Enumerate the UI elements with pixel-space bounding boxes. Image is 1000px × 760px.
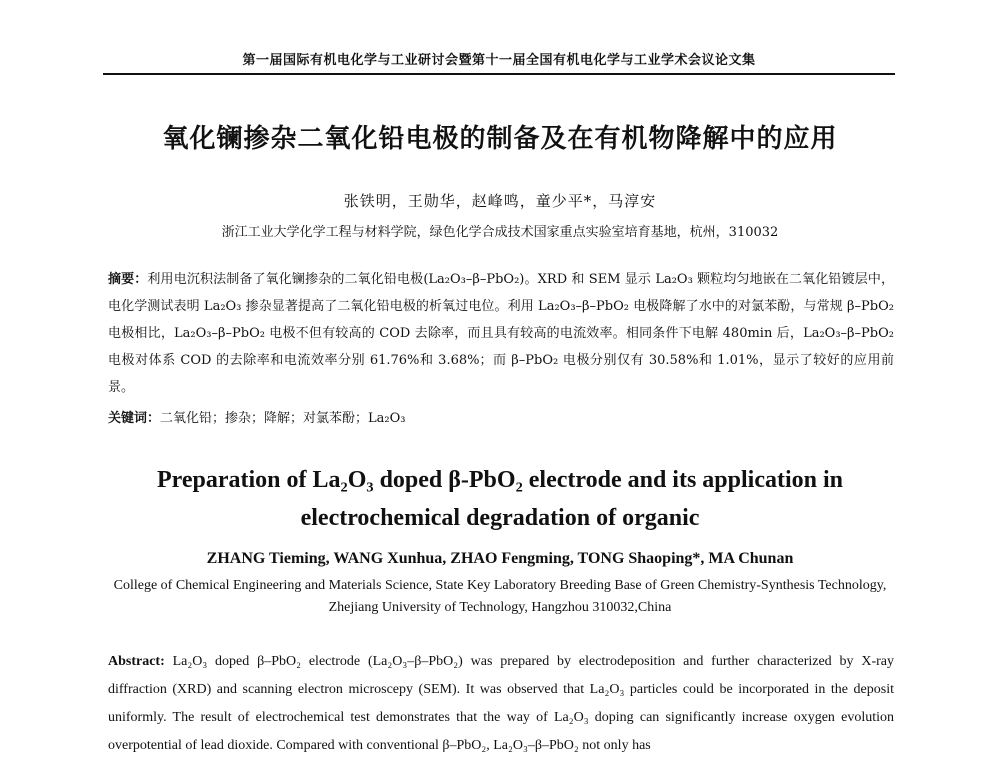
- english-abstract-label: Abstract:: [108, 654, 165, 669]
- english-affiliation: College of Chemical Engineering and Materials Science, State Key Laboratory Breeding Base of Green Chemistry-Synthesis Technology, Zhejiang University of Technology, Hangzhou 310032,China: [113, 578, 887, 615]
- english-abstract: [108, 648, 894, 760]
- chinese-affiliation: 浙江工业大学化学工程与材料学院，绿色化学合成技术国家重点实验室培育基地，杭州，310032: [221, 225, 779, 240]
- running-header: 第一届国际有机电化学与工业研讨会暨第十一届全国有机电化学与工业学术会议论文集: [242, 53, 756, 68]
- english-title: Preparation of La₂O₃ doped β-PbO₂ electrode and its application in electrochemical degradation of organic: [156, 467, 844, 531]
- chinese-keywords-label: 关键词：: [108, 411, 161, 426]
- chinese-title: 氧化镧掺杂二氧化铅电极的制备及在有机物降解中的应用: [162, 124, 838, 154]
- chinese-keywords: [108, 407, 894, 426]
- chinese-abstract: [108, 266, 894, 401]
- chinese-abstract-text: 利用电沉积法制备了氧化镧掺杂的二氧化铅电极(La₂O₃–β–PbO₂)。XRD 和 SEM 显示 La₂O₃ 颗粒均匀地嵌在二氧化铅镀层中，电化学测试表明 La₂O₃ 掺杂显著提高了二氧化铅电极的析氧过电位。利用 La₂O₃–β–PbO₂ 电极降解了水中的对氯苯酚，与常规 β–PbO₂ 电极相比，La₂O₃–β–PbO₂ 电极不但有较高的 COD 去除率，而且具有较高的电流效率。相同条件下电解 480min 后，La₂O₃–β–PbO₂ 电极对体系 COD 的去除率和电流效率分别 61.76%和 3.68%；而 β–PbO₂ 电极分别仅有 30.58%和 1.01%，显示了较好的应用前景。: [108, 272, 894, 395]
- chinese-keywords-text: 二氧化铅；掺杂；降解；对氯苯酚；La₂O₃: [160, 411, 406, 426]
- english-authors: ZHANG Tieming, WANG Xunhua, ZHAO Fengming, TONG Shaoping*, MA Chunan: [206, 550, 794, 567]
- header-rule: [103, 73, 895, 75]
- english-abstract-text: La₂O₃ doped β–PbO₂ electrode (La₂O₃–β–PbO₂) was prepared by electrodeposition and further characterized by X-ray diffraction (XRD) and scanning electron microscepy (SEM). It was observed that La₂O₃ particles could be incorporated in the deposit uniformly. The result of electrochemical test demonstrates that the way of La₂O₃ doping can significantly increase oxygen evolution overpotential of lead dioxide. Compared with conventional β–PbO₂, La₂O₃–β–PbO₂ not only has: [108, 654, 894, 753]
- chinese-authors: 张铁明，王勋华，赵峰鸣，童少平*，马淳安: [343, 192, 657, 210]
- chinese-abstract-label: 摘要：: [108, 272, 148, 287]
